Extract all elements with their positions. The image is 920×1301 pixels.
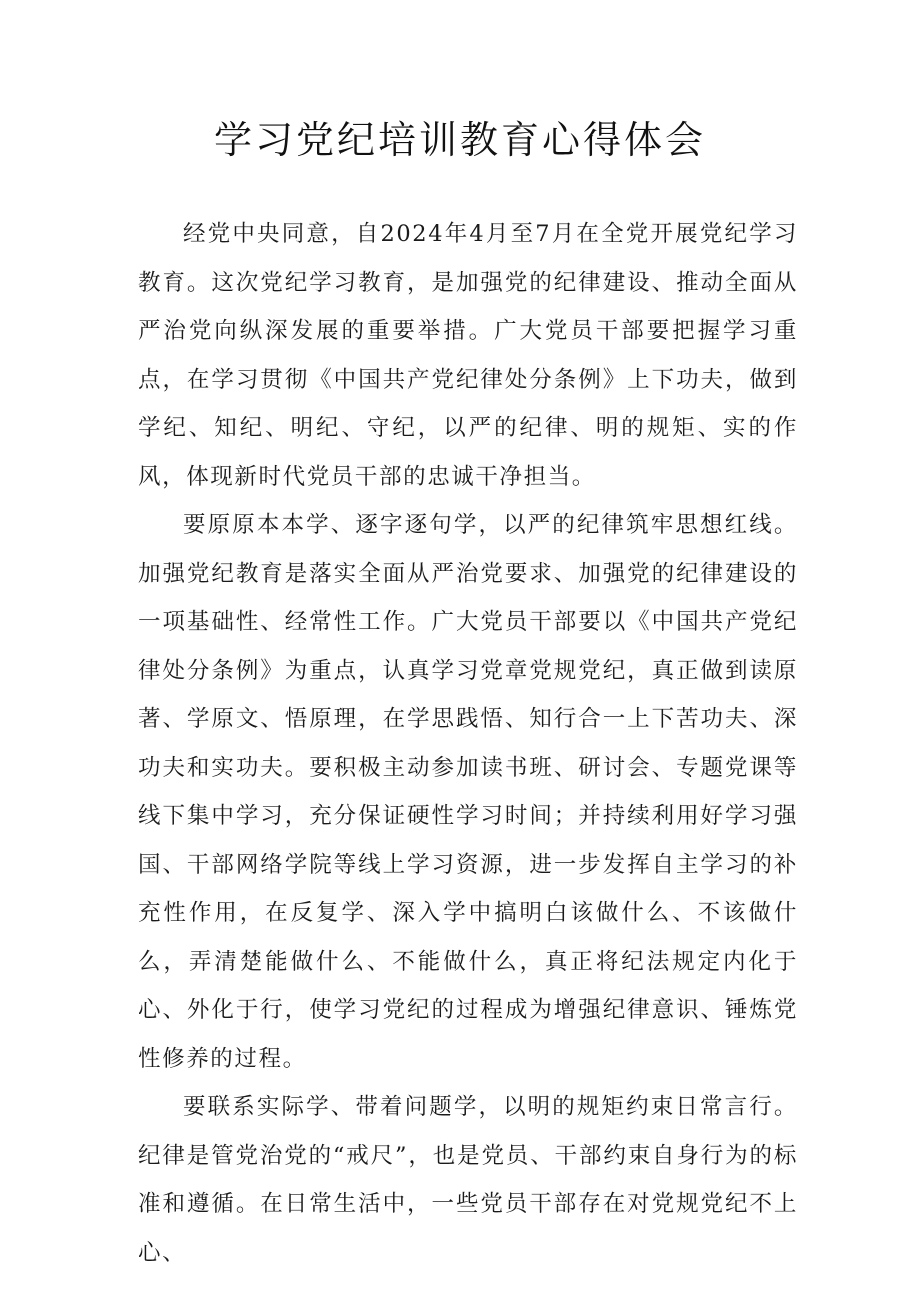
document-body [138,210,798,1277]
paragraph-2: 要原原本本学、逐字逐句学，以严的纪律筑牢思想红线。加强党纪教育是落实全面从严治党要求、加强党的纪律建设的一项基础性、经常性工作。广大党员干部要以《中国共产党纪律处分条例》为重点，认真学习党章党规党纪，真正做到读原著、学原文、悟原理，在学思践悟、知行合一上下苦功夫、深功夫和实功夫。要积极主动参加读书班、研讨会、专题党课等线下集中学习，充分保证硬性学习时间；并持续利用好学习强国、干部网络学院等线上学习资源，进一步发挥自主学习的补充性作用，在反复学、深入学中搞明白该做什么、不该做什么，弄清楚能做什么、不能做什么，真正将纪法规定内化于心、外化于行，使学习党纪的过程成为增强纪律意识、锤炼党性修养的过程。 [138,512,798,1072]
document-title: 学习党纪培训教育心得体会 [213,118,706,162]
paragraph-1: 经党中央同意，自2024年4月至7月在全党开展党纪学习教育。这次党纪学习教育，是加强党的纪律建设、推动全面从严治党向纵深发展的重要举措。广大党员干部要把握学习重点，在学习贯彻《中国共产党纪律处分条例》上下功夫，做到学纪、知纪、明纪、守纪，以严的纪律、明的规矩、实的作风，体现新时代党员干部的忠诚干净担当。 [138,221,798,490]
paragraph-3: 要联系实际学、带着问题学，以明的规矩约束日常言行。纪律是管党治党的“戒尺”，也是党员、干部约束自身行为的标准和遵循。在日常生活中，一些党员干部存在对党规党纪不上心、 [138,1094,798,1266]
